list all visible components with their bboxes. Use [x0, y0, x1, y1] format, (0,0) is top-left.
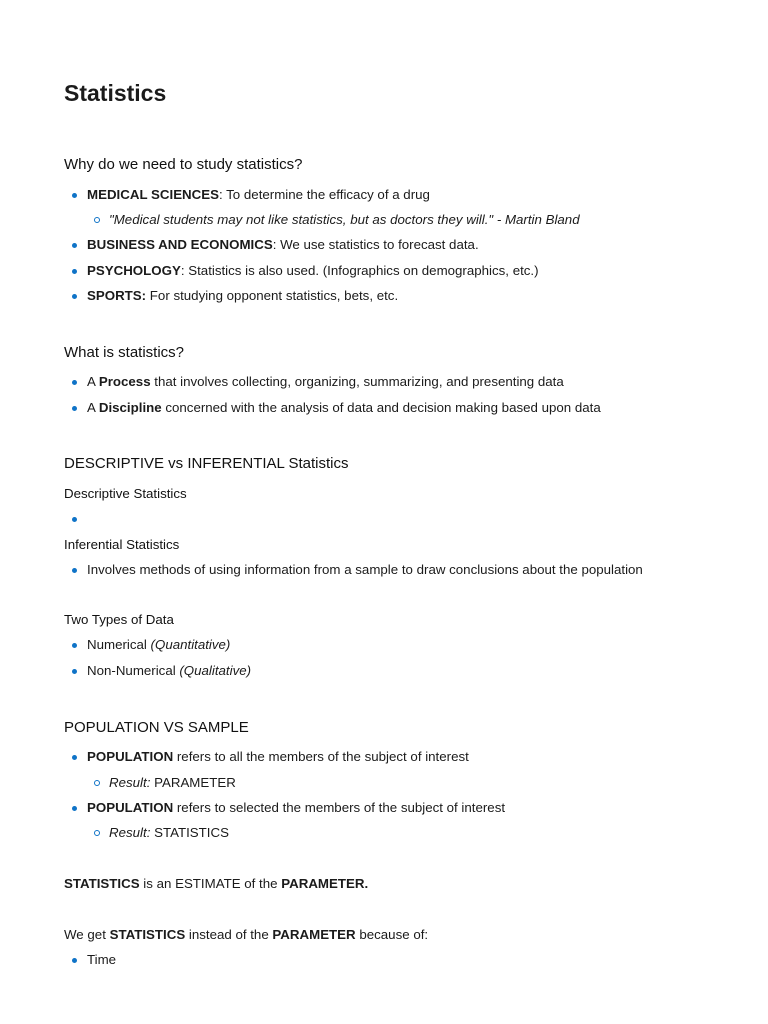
section-heading-what: What is statistics? — [64, 344, 185, 361]
list-item-text: Non-Numerical — [87, 663, 180, 678]
subheading-descriptive: Descriptive Statistics — [64, 486, 187, 501]
list-item-term: POPULATION — [87, 800, 174, 815]
list-item-business — [87, 237, 479, 252]
list-item-term: PSYCHOLOGY — [87, 263, 181, 278]
estimate-paragraph — [64, 876, 368, 891]
paragraph-text: instead of the — [185, 927, 273, 942]
list-item-non-numerical — [87, 663, 251, 678]
list-item-term: Discipline — [98, 400, 162, 415]
result-value: PARAMETER — [150, 775, 236, 790]
list-item-sports — [87, 288, 398, 303]
list-item-population-selected — [87, 800, 505, 815]
list-item-text: : To determine the efficacy of a drug — [219, 187, 430, 202]
list-item-italic: (Quantitative) — [150, 637, 231, 652]
bold-term: PARAMETER. — [281, 876, 369, 891]
list-item-medical — [87, 187, 430, 202]
list-item-result-parameter — [109, 775, 236, 790]
paragraph-text: is an ESTIMATE of the — [139, 876, 282, 891]
list-item-text: : We use statistics to forecast data. — [272, 237, 479, 252]
page-title: Statistics — [64, 80, 167, 106]
list-item-italic: (Qualitative) — [179, 663, 252, 678]
list-item-term: POPULATION — [87, 749, 174, 764]
list-item-term: SPORTS: — [87, 288, 147, 303]
list-item-text: Numerical — [87, 637, 151, 652]
list-item-psychology — [87, 263, 539, 278]
list-item-reason-time: Time — [87, 952, 117, 967]
because-paragraph — [64, 927, 428, 942]
list-item-result-statistics — [109, 825, 229, 840]
bold-term: PARAMETER — [272, 927, 356, 942]
result-label: Result: — [109, 775, 151, 790]
list-item-text: that involves collecting, organizing, summarizing, and presenting data — [150, 374, 564, 389]
result-label: Result: — [109, 825, 151, 840]
list-item-text: refers to all the members of the subject of interest — [173, 749, 469, 764]
list-item-numerical — [87, 637, 230, 652]
list-item-prefix: A — [87, 400, 99, 415]
result-value: STATISTICS — [150, 825, 229, 840]
paragraph-text: because of: — [355, 927, 429, 942]
subheading-types-of-data: Two Types of Data — [64, 612, 174, 627]
list-item-text: For studying opponent statistics, bets, etc. — [146, 288, 399, 303]
list-item-inferential: Involves methods of using information from a sample to draw conclusions about the population — [87, 562, 643, 577]
section-heading-population-sample: POPULATION VS SAMPLE — [64, 719, 249, 736]
section-heading-why: Why do we need to study statistics? — [64, 156, 303, 173]
list-item-prefix: A — [87, 374, 99, 389]
list-item-quote — [109, 212, 580, 227]
subheading-inferential: Inferential Statistics — [64, 537, 180, 552]
list-item-process — [87, 374, 564, 389]
quote-text: "Medical students may not like statistics, but as doctors they will." - Martin Bland — [109, 212, 580, 227]
paragraph-text: We get — [64, 927, 110, 942]
bold-term: STATISTICS — [64, 876, 140, 891]
list-item-text: refers to selected the members of the subject of interest — [173, 800, 506, 815]
list-item-term: BUSINESS AND ECONOMICS — [87, 237, 273, 252]
bold-term: STATISTICS — [109, 927, 186, 942]
list-item-text: concerned with the analysis of data and decision making based upon data — [161, 400, 601, 415]
list-item-population-all — [87, 749, 469, 764]
list-item-discipline — [87, 400, 601, 415]
list-item-text: : Statistics is also used. (Infographics on demographics, etc.) — [180, 263, 539, 278]
list-item-term: Process — [98, 374, 151, 389]
section-heading-descriptive-inferential: DESCRIPTIVE vs INFERENTIAL Statistics — [64, 455, 349, 472]
list-item-term: MEDICAL SCIENCES — [87, 187, 220, 202]
